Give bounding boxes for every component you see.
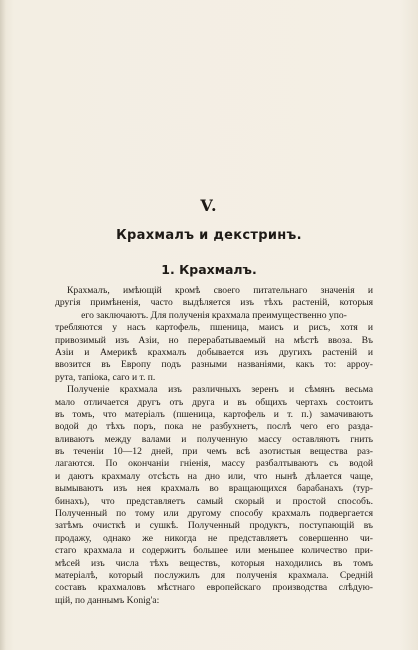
- text-line: затѣмъ очисткѣ и сушкѣ. Полученный продуктъ, поступающій въ: [55, 520, 373, 532]
- section-title: 1. Крахмалъ.: [161, 262, 257, 277]
- text-line: вымываютъ изъ нея крахмалъ во вращающихся барабанахъ (тур-: [55, 483, 373, 495]
- text-line: матеріалѣ, который послужилъ для полученія крахмала. Средній: [55, 569, 373, 581]
- text-line: лагаются. По окончаніи гніенія, массу разбалтываютъ съ водой: [55, 458, 373, 470]
- text-line: бинахъ), что представляетъ самый скорый и простой способъ.: [55, 495, 373, 507]
- text-line: Крахмалъ, имѣющій кромѣ своего питательнаго значенія и: [67, 285, 373, 296]
- text-line: продажу, однако же никогда не представляетъ совершенно чи-: [55, 532, 373, 544]
- chapter-number: V.: [200, 196, 218, 215]
- text-line: привозимый изъ Азіи, но перерабатываемый на мѣстѣ ввоза. Въ: [55, 334, 373, 346]
- text-line: его заключаютъ. Для полученія крахмала преимущественно упо-: [81, 309, 347, 321]
- text-line: и даютъ крахмалу отсѣсть на дно или, что нынѣ дѣлается чаще,: [55, 470, 373, 482]
- text-line: въ томъ, что матеріалъ (пшеница, картофель и т. п.) замачиваютъ: [55, 408, 373, 420]
- text-line: ввозится въ Европу подъ разными названіями, какъ то: арроу-: [55, 359, 373, 371]
- text-line: вливаютъ между валами и полученную массу оставляютъ гнить: [55, 433, 373, 445]
- body-text: [55, 285, 373, 607]
- text-line: мало отличается другъ отъ друга и въ общихъ чертахъ состоитъ: [55, 396, 373, 408]
- page-edge-shadow: [0, 0, 6, 650]
- text-line: Полученіе крахмала изъ различныхъ зеренъ и сѣмянъ весьма: [67, 384, 373, 396]
- text-line: щій, по даннымъ Konig'a:: [55, 594, 160, 606]
- text-line: въ теченіи 10—12 дней, при чемъ всѣ азотистыя вещества раз-: [55, 446, 373, 458]
- text-line: Азіи и Америкѣ крахмалъ добывается изъ другихъ растеній и: [55, 346, 373, 358]
- chapter-title: Крахмалъ и декстринъ.: [116, 228, 302, 243]
- text-line: водой до тѣхъ поръ, пока не разбухнетъ, послѣ чего его разда-: [55, 421, 373, 433]
- text-line: составъ крахмаловъ мѣстнаго европейскаго производства слѣдую-: [55, 582, 373, 594]
- text-line: требляются у насъ картофель, пшеница, маисъ и рисъ, хотя и: [55, 322, 373, 334]
- text-line: рута, тапіока, саго и т. п.: [55, 371, 156, 383]
- text-line: мѣсей изъ числа тѣхъ веществъ, которыя находились въ томъ: [55, 557, 373, 569]
- text-line: другія примѣненія, часто выдѣляется изъ тѣхъ растеній, которыя: [55, 297, 373, 309]
- text-line: Полученный по тому или другому способу крахмалъ подвергается: [55, 508, 373, 520]
- text-line: стаго крахмала и содержитъ большее или меньшее количество при-: [55, 545, 373, 557]
